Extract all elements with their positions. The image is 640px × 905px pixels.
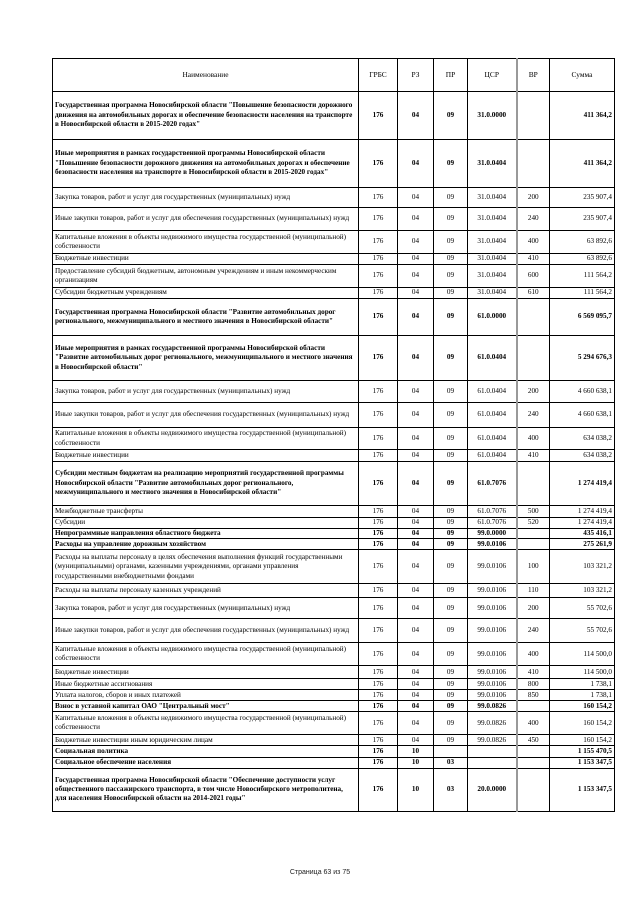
row-sum: 411 364,2: [550, 140, 615, 188]
row-pr: 09: [434, 428, 468, 450]
row-grbs: 176: [359, 529, 398, 539]
row-csr: 20.0.0000: [468, 768, 517, 811]
row-grbs: 176: [359, 701, 398, 712]
row-name: Государственная программа Новосибирской области "Обеспечение доступности услуг общественного пассажирского транспорта, в том числе Новосибирского метрополитена, для населения Новосибирской области на 2014-2021 годы": [53, 768, 359, 811]
row-rz: 04: [398, 450, 434, 462]
row-csr: 99.0.0826: [468, 712, 517, 735]
row-csr: 99.0.0106: [468, 584, 517, 598]
row-pr: 09: [434, 403, 468, 428]
row-name: Социальное обеспечение населения: [53, 758, 359, 768]
row-sum: 6 569 095,7: [550, 299, 615, 336]
table-row: [53, 381, 615, 403]
row-name: Субсидии бюджетным учреждениям: [53, 288, 359, 299]
row-name: Государственная программа Новосибирской области "Развитие автомобильных дорог регионального, межмуниципального и местного значения в Новосибирской области": [53, 299, 359, 336]
row-pr: 09: [434, 140, 468, 188]
row-sum: 235 907,4: [550, 208, 615, 231]
row-sum: 4 660 638,1: [550, 403, 615, 428]
row-sum: 5 294 676,3: [550, 336, 615, 381]
row-csr: 61.0.0404: [468, 450, 517, 462]
table-row: [53, 701, 615, 712]
row-sum: 1 738,1: [550, 679, 615, 690]
row-grbs: 176: [359, 584, 398, 598]
row-csr: 31.0.0404: [468, 140, 517, 188]
row-pr: 09: [434, 299, 468, 336]
header-vr: ВР: [517, 59, 550, 92]
row-grbs: 176: [359, 92, 398, 140]
row-csr: 99.0.0826: [468, 735, 517, 746]
row-vr: 400: [517, 643, 550, 666]
row-rz: 04: [398, 506, 434, 518]
table-row: [53, 529, 615, 539]
row-rz: 10: [398, 758, 434, 768]
row-name: Расходы на выплаты персоналу казенных учреждений: [53, 584, 359, 598]
row-csr: 31.0.0404: [468, 288, 517, 299]
row-csr: 99.0.0000: [468, 529, 517, 539]
table-row: [53, 679, 615, 690]
row-grbs: 176: [359, 666, 398, 679]
row-vr: 240: [517, 403, 550, 428]
row-name: Капитальные вложения в объекты недвижимого имущества государственной (муниципальной) собственности: [53, 712, 359, 735]
row-name: Иные бюджетные ассигнования: [53, 679, 359, 690]
row-csr: 99.0.0106: [468, 619, 517, 643]
row-vr: 800: [517, 679, 550, 690]
row-grbs: 176: [359, 758, 398, 768]
row-grbs: 176: [359, 746, 398, 758]
row-rz: 04: [398, 712, 434, 735]
row-sum: 634 038,2: [550, 428, 615, 450]
row-name: Бюджетные инвестиции: [53, 254, 359, 265]
row-csr: [468, 746, 517, 758]
row-vr: 100: [517, 550, 550, 584]
table-row: [53, 208, 615, 231]
table-row: [53, 666, 615, 679]
row-name: Капитальные вложения в объекты недвижимого имущества государственной (муниципальной) собственности: [53, 231, 359, 254]
row-sum: 111 564,2: [550, 265, 615, 288]
row-vr: 240: [517, 619, 550, 643]
row-vr: 400: [517, 428, 550, 450]
row-grbs: 176: [359, 679, 398, 690]
row-pr: 09: [434, 265, 468, 288]
table-row: [53, 231, 615, 254]
row-sum: 160 154,2: [550, 701, 615, 712]
row-rz: 04: [398, 666, 434, 679]
row-grbs: 176: [359, 712, 398, 735]
row-sum: 1 274 419,4: [550, 462, 615, 506]
header-name: Наименование: [53, 59, 359, 92]
table-row: [53, 735, 615, 746]
row-name: Капитальные вложения в объекты недвижимого имущества государственной (муниципальной) собственности: [53, 428, 359, 450]
header-rz: РЗ: [398, 59, 434, 92]
table-row: [53, 619, 615, 643]
table-row: [53, 598, 615, 619]
table-row: [53, 188, 615, 208]
table-row: [53, 450, 615, 462]
row-grbs: 176: [359, 336, 398, 381]
row-name: Субсидии местным бюджетам на реализацию мероприятий государственной программы Новосибирской области "Развитие автомобильных дорог регионального, межмуниципального и местного значения в Новосибирской области": [53, 462, 359, 506]
row-name: Уплата налогов, сборов и иных платежей: [53, 690, 359, 701]
row-rz: 04: [398, 403, 434, 428]
page-number: Страница 63 из 75: [289, 869, 351, 876]
table-row: [53, 690, 615, 701]
row-csr: 99.0.0106: [468, 550, 517, 584]
row-sum: 160 154,2: [550, 712, 615, 735]
row-sum: 63 892,6: [550, 231, 615, 254]
table-row: [53, 140, 615, 188]
row-rz: 04: [398, 462, 434, 506]
row-rz: 04: [398, 539, 434, 550]
row-grbs: 176: [359, 768, 398, 811]
row-vr: 450: [517, 735, 550, 746]
row-csr: 99.0.0106: [468, 690, 517, 701]
row-sum: 435 416,1: [550, 529, 615, 539]
row-vr: [517, 336, 550, 381]
row-grbs: 176: [359, 288, 398, 299]
row-vr: 110: [517, 584, 550, 598]
row-pr: 09: [434, 679, 468, 690]
row-csr: 99.0.0106: [468, 643, 517, 666]
row-pr: 09: [434, 666, 468, 679]
table-row: [53, 92, 615, 140]
row-rz: 04: [398, 619, 434, 643]
row-name: Иные мероприятия в рамках государственной программы Новосибирской области "Повышение безопасности дорожного движения на автомобильных дорогах и обеспечение безопасности населения на транспорте в Новосибирской области в 2015-2020 годах": [53, 140, 359, 188]
row-grbs: 176: [359, 428, 398, 450]
row-grbs: 176: [359, 735, 398, 746]
row-name: Государственная программа Новосибирской области "Повышение безопасности дорожного движения на автомобильных дорогах и обеспечение безопасности населения на транспорте в Новосибирской области в 2015-2020 годах": [53, 92, 359, 140]
table-row: [53, 643, 615, 666]
table-row: [53, 428, 615, 450]
row-pr: 09: [434, 450, 468, 462]
row-vr: 610: [517, 288, 550, 299]
row-pr: 03: [434, 768, 468, 811]
row-pr: 09: [434, 584, 468, 598]
row-rz: 04: [398, 231, 434, 254]
row-rz: 04: [398, 550, 434, 584]
row-rz: 04: [398, 381, 434, 403]
table-row: [53, 746, 615, 758]
row-csr: 31.0.0404: [468, 265, 517, 288]
row-sum: 103 321,2: [550, 550, 615, 584]
row-pr: 09: [434, 208, 468, 231]
row-pr: 09: [434, 598, 468, 619]
row-sum: 55 702,6: [550, 598, 615, 619]
table-body: [53, 92, 615, 812]
row-pr: 03: [434, 758, 468, 768]
row-pr: 09: [434, 712, 468, 735]
row-csr: 99.0.0106: [468, 679, 517, 690]
row-vr: [517, 539, 550, 550]
row-sum: 160 154,2: [550, 735, 615, 746]
row-name: Бюджетные инвестиции: [53, 450, 359, 462]
row-vr: [517, 140, 550, 188]
row-grbs: 176: [359, 518, 398, 529]
row-vr: 600: [517, 265, 550, 288]
row-rz: 04: [398, 336, 434, 381]
row-name: Иные закупки товаров, работ и услуг для обеспечения государственных (муниципальных) нужд: [53, 208, 359, 231]
row-rz: 04: [398, 679, 434, 690]
row-sum: 63 892,6: [550, 254, 615, 265]
row-grbs: 176: [359, 403, 398, 428]
row-name: Закупка товаров, работ и услуг для государственных (муниципальных) нужд: [53, 598, 359, 619]
row-vr: 410: [517, 254, 550, 265]
header-pr: ПР: [434, 59, 468, 92]
row-rz: 04: [398, 188, 434, 208]
row-name: Иные закупки товаров, работ и услуг для обеспечения государственных (муниципальных) нужд: [53, 619, 359, 643]
row-name: Субсидии: [53, 518, 359, 529]
table-row: [53, 462, 615, 506]
row-grbs: 176: [359, 299, 398, 336]
table-row: [53, 403, 615, 428]
header-sum: Сумма: [550, 59, 615, 92]
table-row: [53, 506, 615, 518]
row-pr: 09: [434, 518, 468, 529]
table-row: [53, 712, 615, 735]
table-row: [53, 299, 615, 336]
row-csr: 61.0.7076: [468, 462, 517, 506]
row-csr: 99.0.0826: [468, 701, 517, 712]
row-rz: 04: [398, 428, 434, 450]
row-vr: 850: [517, 690, 550, 701]
row-pr: 09: [434, 619, 468, 643]
row-csr: [468, 758, 517, 768]
row-sum: 103 321,2: [550, 584, 615, 598]
row-sum: 114 500,0: [550, 643, 615, 666]
row-sum: 275 261,9: [550, 539, 615, 550]
row-pr: 09: [434, 188, 468, 208]
row-pr: 09: [434, 506, 468, 518]
row-grbs: 176: [359, 462, 398, 506]
row-rz: 04: [398, 299, 434, 336]
row-grbs: 176: [359, 506, 398, 518]
row-csr: 31.0.0404: [468, 254, 517, 265]
row-csr: 99.0.0106: [468, 666, 517, 679]
row-rz: 04: [398, 690, 434, 701]
row-csr: 31.0.0404: [468, 188, 517, 208]
row-vr: 400: [517, 712, 550, 735]
row-rz: 04: [398, 518, 434, 529]
row-vr: 240: [517, 208, 550, 231]
row-csr: 61.0.0000: [468, 299, 517, 336]
row-vr: [517, 462, 550, 506]
header-grbs: ГРБС: [359, 59, 398, 92]
row-sum: 1 155 470,5: [550, 746, 615, 758]
row-vr: [517, 299, 550, 336]
row-grbs: 176: [359, 690, 398, 701]
row-name: Взнос в уставной капитал ОАО "Центральный мост": [53, 701, 359, 712]
row-pr: 09: [434, 690, 468, 701]
row-name: Бюджетные инвестиции: [53, 666, 359, 679]
row-vr: [517, 529, 550, 539]
row-csr: 31.0.0404: [468, 231, 517, 254]
row-rz: 04: [398, 140, 434, 188]
row-pr: 09: [434, 701, 468, 712]
row-sum: 1 153 347,5: [550, 758, 615, 768]
table-row: [53, 336, 615, 381]
row-rz: 04: [398, 254, 434, 265]
row-grbs: 176: [359, 619, 398, 643]
table-row: [53, 584, 615, 598]
row-name: Капитальные вложения в объекты недвижимого имущества государственной (муниципальной) собственности: [53, 643, 359, 666]
row-name: Иные мероприятия в рамках государственной программы Новосибирской области "Развитие автомобильных дорог регионального, межмуниципального и местного значения в Новосибирской области": [53, 336, 359, 381]
row-sum: 1 153 347,5: [550, 768, 615, 811]
row-vr: 200: [517, 188, 550, 208]
row-pr: 09: [434, 336, 468, 381]
table-row: [53, 265, 615, 288]
table-row: [53, 550, 615, 584]
row-pr: 09: [434, 288, 468, 299]
row-pr: 09: [434, 381, 468, 403]
row-vr: 500: [517, 506, 550, 518]
row-vr: 410: [517, 450, 550, 462]
row-name: Иные закупки товаров, работ и услуг для обеспечения государственных (муниципальных) нужд: [53, 403, 359, 428]
row-sum: 111 564,2: [550, 288, 615, 299]
row-grbs: 176: [359, 539, 398, 550]
budget-table: [52, 58, 615, 812]
table-header-row: [53, 59, 615, 92]
row-name: Непрограммные направления областного бюджета: [53, 529, 359, 539]
row-rz: 10: [398, 746, 434, 758]
row-vr: [517, 768, 550, 811]
row-csr: 31.0.0404: [468, 208, 517, 231]
row-name: Предоставление субсидий бюджетным, автономным учреждениям и иным некоммерческим организациям: [53, 265, 359, 288]
row-sum: 1 738,1: [550, 690, 615, 701]
row-pr: 09: [434, 231, 468, 254]
row-sum: 1 274 419,4: [550, 506, 615, 518]
row-grbs: 176: [359, 231, 398, 254]
row-grbs: 176: [359, 140, 398, 188]
row-vr: [517, 701, 550, 712]
row-vr: [517, 758, 550, 768]
row-rz: 04: [398, 288, 434, 299]
row-name: Закупка товаров, работ и услуг для государственных (муниципальных) нужд: [53, 188, 359, 208]
row-grbs: 176: [359, 550, 398, 584]
row-rz: 04: [398, 643, 434, 666]
row-pr: 09: [434, 92, 468, 140]
row-csr: 61.0.7076: [468, 518, 517, 529]
row-vr: 520: [517, 518, 550, 529]
row-sum: 114 500,0: [550, 666, 615, 679]
row-name: Бюджетные инвестиции иным юридическим лицам: [53, 735, 359, 746]
row-vr: 410: [517, 666, 550, 679]
row-csr: 61.0.0404: [468, 403, 517, 428]
row-csr: 31.0.0000: [468, 92, 517, 140]
row-pr: 09: [434, 462, 468, 506]
header-csr: ЦСР: [468, 59, 517, 92]
row-vr: 400: [517, 231, 550, 254]
row-vr: [517, 92, 550, 140]
row-rz: 04: [398, 265, 434, 288]
row-vr: 200: [517, 381, 550, 403]
row-csr: 61.0.0404: [468, 428, 517, 450]
row-rz: 04: [398, 208, 434, 231]
row-csr: 99.0.0106: [468, 539, 517, 550]
row-grbs: 176: [359, 254, 398, 265]
row-csr: 61.0.0404: [468, 336, 517, 381]
row-name: Расходы на выплаты персоналу в целях обеспечения выполнения функций государственными (муниципальными) органами, казенными учреждениями, органами управления государственными внебюджетными фондами: [53, 550, 359, 584]
row-vr: [517, 746, 550, 758]
row-pr: 09: [434, 550, 468, 584]
table-row: [53, 758, 615, 768]
table-row: [53, 288, 615, 299]
table-row: [53, 539, 615, 550]
row-sum: 634 038,2: [550, 450, 615, 462]
row-pr: 09: [434, 254, 468, 265]
row-rz: 04: [398, 701, 434, 712]
row-grbs: 176: [359, 643, 398, 666]
row-pr: 09: [434, 529, 468, 539]
table-row: [53, 768, 615, 811]
row-rz: 04: [398, 584, 434, 598]
row-name: Социальная политика: [53, 746, 359, 758]
row-grbs: 176: [359, 208, 398, 231]
row-pr: 09: [434, 735, 468, 746]
row-grbs: 176: [359, 598, 398, 619]
row-pr: [434, 746, 468, 758]
row-rz: 04: [398, 529, 434, 539]
row-sum: 411 364,2: [550, 92, 615, 140]
row-rz: 04: [398, 598, 434, 619]
row-sum: 235 907,4: [550, 188, 615, 208]
table-row: [53, 518, 615, 529]
row-grbs: 176: [359, 188, 398, 208]
row-sum: 1 274 419,4: [550, 518, 615, 529]
row-csr: 61.0.7076: [468, 506, 517, 518]
row-rz: 04: [398, 92, 434, 140]
row-pr: 09: [434, 643, 468, 666]
row-rz: 04: [398, 735, 434, 746]
row-vr: 200: [517, 598, 550, 619]
row-sum: 55 702,6: [550, 619, 615, 643]
row-sum: 4 660 638,1: [550, 381, 615, 403]
row-csr: 61.0.0404: [468, 381, 517, 403]
row-name: Расходы на управление дорожным хозяйством: [53, 539, 359, 550]
row-rz: 10: [398, 768, 434, 811]
row-pr: 09: [434, 539, 468, 550]
row-grbs: 176: [359, 265, 398, 288]
table-row: [53, 254, 615, 265]
row-name: Закупка товаров, работ и услуг для государственных (муниципальных) нужд: [53, 381, 359, 403]
row-csr: 99.0.0106: [468, 598, 517, 619]
row-grbs: 176: [359, 450, 398, 462]
row-grbs: 176: [359, 381, 398, 403]
row-name: Межбюджетные трансферты: [53, 506, 359, 518]
